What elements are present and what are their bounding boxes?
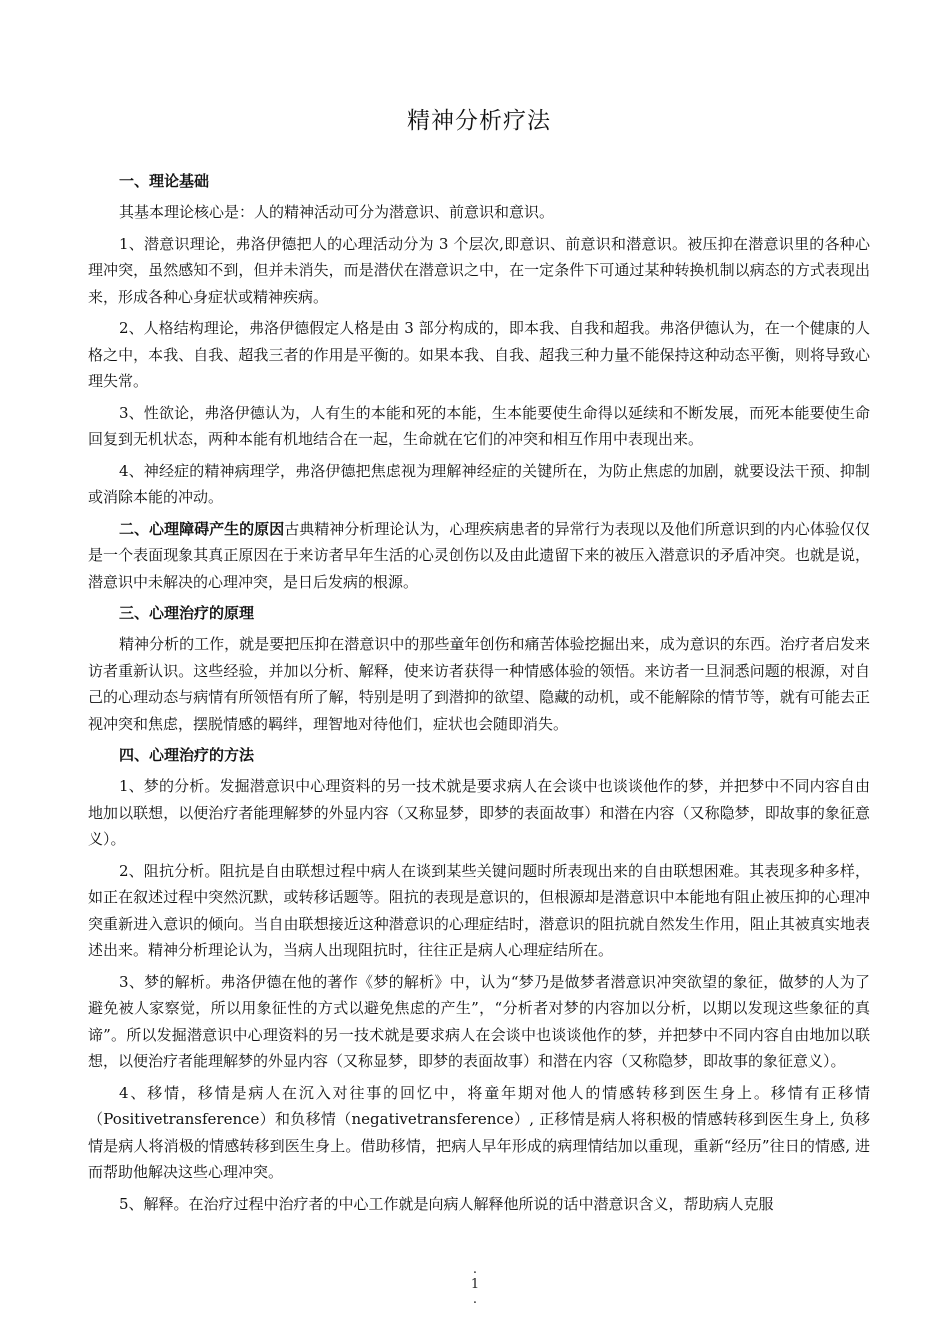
document-body <box>88 104 870 1222</box>
paragraph-with-inline-heading <box>88 516 870 596</box>
page-number: 1 <box>470 1277 480 1292</box>
paragraph: 精神分析的工作，就是要把压抑在潜意识中的那些童年创伤和痛苦体验挖掘出来，成为意识的东西。治疗者启发来访者重新认识。这些经验，并加以分析、解释，使来访者获得一种情感体验的领悟。来访者一旦洞悉问题的根源，对自己的心理动态与病情有所领悟有所了解，特别是明了到潜抑的欲望、隐藏的动机，或不能解除的情节等，就有可能去正视冲突和焦虑，摆脱情感的羁绊，理智地对待他们，症状也会随即消失。 <box>88 635 870 733</box>
paragraph: 2、阻抗分析。阻抗是自由联想过程中病人在谈到某些关键问题时所表现出来的自由联想困难。其表现多种多样，如正在叙述过程中突然沉默，或转移话题等。阻抗的表现是意识的，但根源却是潜意识中本能地有阻止被压抑的心理冲突重新进入意识的倾向。当自由联想接近这种潜意识的心理症结时，潜意识的阻抗就自然发生作用，阻止其被真实地表述出来。精神分析理论认为，当病人出现阻抗时，往往正是病人心理症结所在。 <box>88 861 870 959</box>
footer-dot-top: . <box>472 1262 478 1277</box>
section-heading: 一、理论基础 <box>119 172 210 190</box>
document-title: 精神分析疗法 <box>407 108 551 134</box>
section-disorder-causes <box>88 516 870 596</box>
section-heading: 三、心理治疗的原理 <box>119 604 255 622</box>
page-footer <box>0 1262 950 1307</box>
section-heading: 二、心理障碍产生的原因 <box>119 519 285 538</box>
section-therapy-methods <box>88 742 870 1217</box>
paragraph: 其基本理论核心是：人的精神活动可分为潜意识、前意识和意识。 <box>119 203 555 221</box>
section-theory-basis <box>88 168 870 511</box>
paragraph: 5、解释。在治疗过程中治疗者的中心工作就是向病人解释他所说的话中潜意识含义，帮助病人克服 <box>119 1194 774 1213</box>
paragraph: 3、性欲论，弗洛伊德认为，人有生的本能和死的本能，生本能要使生命得以延续和不断发展，而死本能要使生命回复到无机状态，两种本能有机地结合在一起，生命就在它们的冲突和相互作用中表现出来。 <box>88 403 870 448</box>
paragraph: 1、潜意识理论，弗洛伊德把人的心理活动分为 3 个层次,即意识、前意识和潜意识。被压抑在潜意识里的各种心理冲突，虽然感知不到，但并未消失，而是潜伏在潜意识之中，在一定条件下可通过某种转换机制以病态的方式表现出来，形成各种心身症状或精神疾病。 <box>88 234 870 306</box>
section-heading: 四、心理治疗的方法 <box>119 746 255 764</box>
paragraph-text: 古典精神分析理论认为，心理疾病患者的异常行为表现以及他们所意识到的内心体验仅仅是一个表面现象其真正原因在于来访者早年生活的心灵创伤以及由此遗留下来的被压入潜意识的矛盾冲突。也就是说，潜意识中未解决的心理冲突，是日后发病的根源。 <box>88 519 870 591</box>
paragraph: 2、人格结构理论，弗洛伊德假定人格是由 3 部分构成的，即本我、自我和超我。弗洛伊德认为，在一个健康的人格之中，本我、自我、超我三者的作用是平衡的。如果本我、自我、超我三种力量不能保持这种动态平衡，则将导致心理失常。 <box>88 319 870 390</box>
footer-dot-bottom: . <box>472 1292 478 1307</box>
paragraph: 1、梦的分析。发掘潜意识中心理资料的另一技术就是要求病人在会谈中也谈谈他作的梦，并把梦中不同内容自由地加以联想，以便治疗者能理解梦的外显内容（又称显梦，即梦的表面故事）和潜在内容（又称隐梦，即故事的象征意义）。 <box>88 777 870 848</box>
section-therapy-principle <box>88 600 870 737</box>
paragraph: 4、移情，移情是病人在沉入对往事的回忆中，将童年期对他人的情感转移到医生身上。移情有正移情（Positivetransference）和负移情（negativetransference）, 正移情是病人将积极的情感转移到医生身上, 负移情是病人将消极的情感转移到医生身上。借助移情，把病人早年形成的病理情结加以重现，重新“经历”往日的情感, 进而帮助他解决这些心理冲突。 <box>88 1083 870 1181</box>
paragraph: 3、梦的解析。弗洛伊德在他的著作《梦的解析》中，认为“梦乃是做梦者潜意识冲突欲望的象征，做梦的人为了避免被人家察觉，所以用象征性的方式以避免焦虑的产生”，“分析者对梦的内容加以分析，以期以发现这些象征的真谛”。所以发掘潜意识中心理资料的另一技术就是要求病人在会谈中也谈谈他作的梦，并把梦中不同内容自由地加以联想，以便治疗者能理解梦的外显内容（又称显梦，即梦的表面故事）和潜在内容（又称隐梦，即故事的象征意义）。 <box>88 972 870 1070</box>
paragraph: 4、神经症的精神病理学，弗洛伊德把焦虑视为理解神经症的关键所在，为防止焦虑的加剧，就要设法干预、抑制或消除本能的冲动。 <box>88 461 870 506</box>
